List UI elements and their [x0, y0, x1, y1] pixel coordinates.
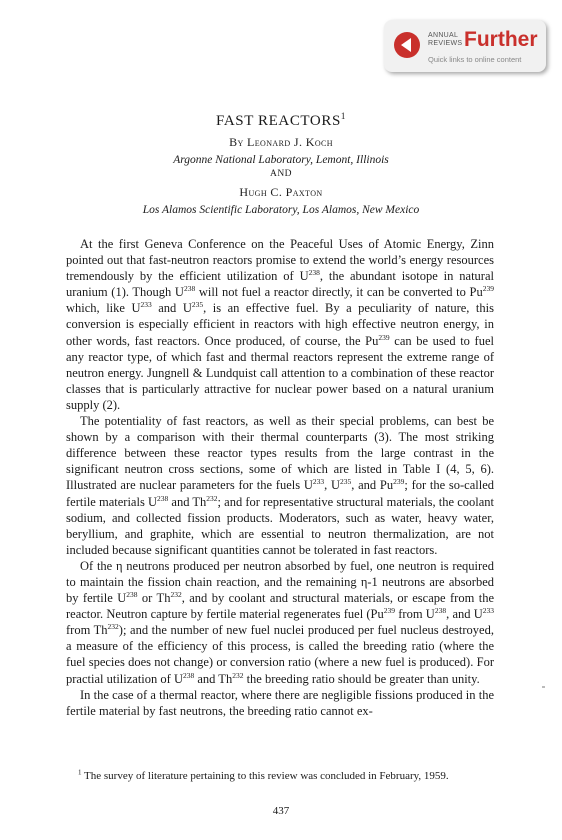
isotope-mass-number: 238 [183, 284, 196, 294]
isotope-mass-number: 235 [340, 477, 352, 487]
isotope-mass-number: 233 [312, 477, 325, 487]
isotope-mass-number: 239 [383, 606, 396, 615]
footnote [66, 769, 494, 783]
isotope-mass-number: 233 [482, 606, 495, 615]
affiliation-2: Los Alamos Scientific Laboratory, Los Alamos, New Mexico [142, 204, 420, 216]
title-footnote-mark: 1 [340, 111, 347, 121]
body-text [66, 236, 494, 719]
isotope-mass-number: 238 [157, 493, 169, 503]
footnote-mark: 1 [78, 768, 82, 777]
scan-speck [542, 686, 545, 688]
annual-reviews-wordmark: ANNUAL REVIEWS [428, 32, 463, 47]
isotope-mass-number: 239 [378, 332, 390, 342]
isotope-mass-number: 232 [206, 493, 218, 503]
paragraph: The potentiality of fast reactors, as well as their special problems, can best be shown by a comparison with their thermal counterparts (3). The most striking difference between these reactor types results from the large contrast in the significant neutron cross sections, some of which are listed in Table I (4, 5, 6). Illustrated are nuclear parameters for the fuels $U^{233}$, $U^{235}$, and Pu$^{239}$; for the so-called fertile materials $U^{238}$ and Th$^{232}$; and for representative structural materials, the coolant sodium, and collected fission products. Moderators, such as water, heavy water, beryllium, and graphite, which are essential to neutron thermalization, are not included because significant quantities cannot be tolerated in fast reactors. [66, 414, 495, 557]
author-byline-1: By Leonard J. Koch [229, 135, 333, 149]
isotope-mass-number: 232 [170, 589, 182, 599]
isotope-mass-number: 238 [126, 589, 138, 599]
and-separator: AND [269, 169, 293, 179]
author-byline-2: Hugh C. Paxton [239, 185, 323, 199]
article-title: FAST REACTORS$^1$ [215, 111, 347, 129]
play-arrow-icon [394, 32, 420, 58]
isotope-mass-number: 238 [182, 670, 195, 680]
isotope-mass-number: 233 [140, 300, 152, 310]
affiliation-1: Argonne National Laboratory, Lemont, Illinois [173, 154, 389, 166]
paragraph: At the first Geneva Conference on the Peaceful Uses of Atomic Energy, Zinn pointed out that fast-neutron reactors promise to extend the world’s energy resources tremendously by the efficient utilization of $U^{238}$, the abundant isotope in natural uranium (1). Though $U^{238}$ will not fuel a reactor directly, it can be converted to Pu$^{239}$ which, like $U^{233}$ and $U^{235}$, is an effective fuel. By a peculiarity of nature, this conversion is especially efficient in reactors with high effective neutron energy, in other words, fast reactors. Once produced, of course, the Pu$^{239}$ can be used to fuel any reactor type, of which fast and thermal reactors represent the extreme range of neutron energy. Jungnell & Lundquist call attention to a combination of these reactor classes that is particularly attractive for nuclear power based on a natural uranium supply (2). [66, 237, 494, 412]
isotope-mass-number: 232 [107, 622, 119, 632]
isotope-mass-number: 232 [232, 670, 244, 680]
isotope-mass-number: 238 [434, 606, 447, 615]
isotope-mass-number: 239 [482, 284, 494, 294]
page-number: 437 [272, 805, 290, 817]
isotope-mass-number: 238 [308, 268, 320, 278]
paragraph: In the case of a thermal reactor, where there are negligible fissions produced in the fertile material by fast neutrons, the breeding ratio cannot ex- [66, 687, 494, 718]
further-subtitle: Quick links to online content [428, 55, 522, 64]
isotope-mass-number: 235 [191, 300, 204, 310]
isotope-mass-number: 239 [393, 477, 405, 487]
further-label: Further [464, 28, 538, 51]
paragraph: Of the η neutrons produced per neutron absorbed by fuel, one neutron is required to maintain the fission chain reaction, and the remaining η-1 neutrons are absorbed by fertile $U^{238}$ or Th$^{232}$, and by coolant and structural materials, or escape from the reactor. Neutron capture by fertile material regenerates fuel (Pu$^{239}$ from $U^{238}$, and $U^{233}$ from Th$^{232}$); and the number of new fuel nuclei produced per fuel nucleus destroyed, a measure of the efficiency of this process, is called the breeding ratio (where the fuel species does not change) or conversion ratio (where a new fuel is produced). For practial utilization of $U^{238}$ and Th$^{232}$ the breeding ratio should be greater than unity. [66, 558, 495, 686]
footnote-text: The survey of literature pertaining to this review was concluded in February, 1959. [81, 770, 449, 782]
further-badge[interactable] [384, 20, 546, 72]
